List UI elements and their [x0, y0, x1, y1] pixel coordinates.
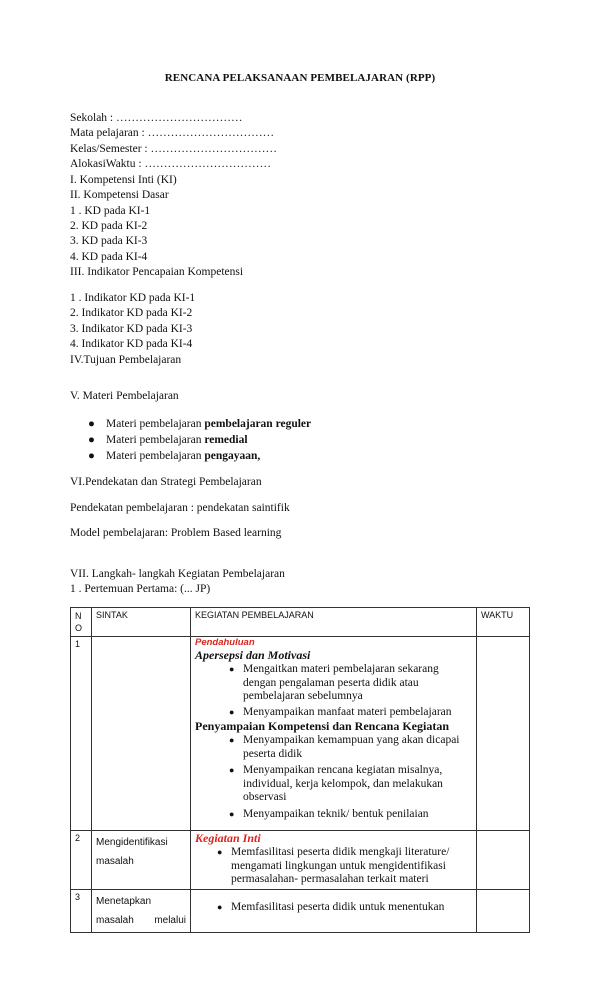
row-waktu	[477, 889, 530, 932]
kegiatan-inti-list	[195, 846, 472, 887]
bullet-icon: ●	[88, 450, 95, 462]
row-kegiatan	[191, 889, 477, 932]
pertemuan-text: 1 . Pertemuan Pertama: (... JP)	[70, 583, 211, 595]
row-sintak: Mengidentifikasi masalah	[92, 831, 191, 890]
bullet-icon: ●	[88, 434, 95, 446]
bullet-icon: ●	[229, 765, 235, 775]
kd-item: 1 . KD pada KI-1	[70, 205, 151, 217]
kd-heading: II. Kompetensi Dasar	[70, 189, 169, 201]
header-sintak: SINTAK	[92, 608, 191, 637]
row-waktu	[477, 637, 530, 831]
row-waktu	[477, 831, 530, 890]
bullet-icon: ●	[217, 847, 223, 857]
bullet-icon: ●	[88, 418, 95, 430]
list-item: ● Mengaitkan materi pembelajaran sekarang dengan pengalaman peserta didik atau pembelajaran sebelumnya	[229, 663, 439, 702]
tujuan-heading: IV.Tujuan Pembelajaran	[70, 354, 182, 366]
indikator-item: 1 . Indikator KD pada KI-1	[70, 292, 196, 304]
list-item: ● Menyampaikan teknik/ bentuk penilaian	[229, 807, 429, 820]
materi-item: ● Materi pembelajaran remedial	[88, 434, 248, 446]
pendahuluan-label: Pendahuluan	[195, 637, 255, 648]
row-no: 3	[71, 889, 92, 932]
indikator-item: 4. Indikator KD pada KI-4	[70, 338, 193, 350]
identity-sekolah: Sekolah : ……………………………	[70, 112, 243, 124]
indikator-heading: III. Indikator Pencapaian Kompetensi	[70, 266, 244, 278]
materi-item: ● Materi pembelajaran pengayaan,	[88, 450, 261, 462]
bullet-icon: ●	[229, 808, 235, 819]
indikator-item: 3. Indikator KD pada KI-3	[70, 323, 193, 335]
document-title: RENCANA PELAKSANAAN PEMBELAJARAN (RPP)	[164, 72, 436, 84]
table-row	[71, 831, 530, 890]
row-no: 1	[71, 637, 92, 831]
kegiatan-table	[70, 607, 530, 933]
list-item: ● Menyampaikan manfaat materi pembelajaran	[229, 705, 452, 718]
identity-alokasi-waktu: AlokasiWaktu : ……………………………	[70, 158, 271, 170]
penyampaian-list	[195, 734, 472, 821]
menetapkan-list	[195, 901, 472, 915]
identity-kelas-semester: Kelas/Semester : ……………………………	[70, 143, 277, 155]
bullet-icon: ●	[229, 706, 235, 717]
bullet-icon: ●	[229, 735, 235, 745]
kegiatan-inti-label: Kegiatan Inti	[195, 831, 261, 845]
header-waktu: WAKTU	[477, 608, 530, 637]
list-item: ● Menyampaikan kemampuan yang akan dicapai peserta didik	[229, 734, 460, 760]
row-kegiatan	[191, 637, 477, 831]
list-item: ● Memfasilitasi peserta didik untuk menentukan	[217, 900, 445, 913]
list-item: ● Memfasilitasi peserta didik mengkaji literature/ mengamati lingkungan untuk mengidentifikasi permasalahan- permasalahan terkait materi	[217, 846, 450, 885]
header-no: N O	[71, 608, 92, 637]
kd-item: 2. KD pada KI-2	[70, 220, 148, 232]
apersepsi-list	[195, 663, 472, 719]
table-row	[71, 889, 530, 932]
header-kegiatan: KEGIATAN PEMBELAJARAN	[191, 608, 477, 637]
row-no: 2	[71, 831, 92, 890]
ki-heading: I. Kompetensi Inti (KI)	[70, 174, 177, 186]
list-item: ● Menyampaikan rencana kegiatan misalnya, individual, kerja kelompok, dan melakukan observasi	[229, 764, 443, 803]
kd-item: 4. KD pada KI-4	[70, 251, 148, 263]
langkah-heading: VII. Langkah- langkah Kegiatan Pembelajaran	[70, 568, 285, 580]
bullet-icon: ●	[217, 901, 223, 912]
materi-list	[88, 416, 311, 464]
row-sintak	[92, 637, 191, 831]
pendekatan-text: Pendekatan pembelajaran : pendekatan saintifik	[70, 502, 290, 514]
materi-item: ● Materi pembelajaran pembelajaran reguler	[88, 418, 312, 430]
kd-item: 3. KD pada KI-3	[70, 235, 148, 247]
model-text: Model pembelajaran: Problem Based learning	[70, 527, 282, 539]
materi-heading: V. Materi Pembelajaran	[70, 390, 179, 402]
identity-mata-pelajaran: Mata pelajaran : ……………………………	[70, 127, 275, 139]
table-row	[71, 637, 530, 831]
table-header-row	[71, 608, 530, 637]
apersepsi-heading: Apersepsi dan Motivasi	[195, 648, 311, 662]
penyampaian-heading: Penyampaian Kompetensi dan Rencana Kegiatan	[195, 719, 450, 733]
row-kegiatan	[191, 831, 477, 890]
strategi-heading: VI.Pendekatan dan Strategi Pembelajaran	[70, 476, 262, 488]
row-sintak: Menetapkan masalah melalui	[92, 889, 191, 932]
indikator-item: 2. Indikator KD pada KI-2	[70, 307, 193, 319]
bullet-icon: ●	[229, 664, 235, 674]
